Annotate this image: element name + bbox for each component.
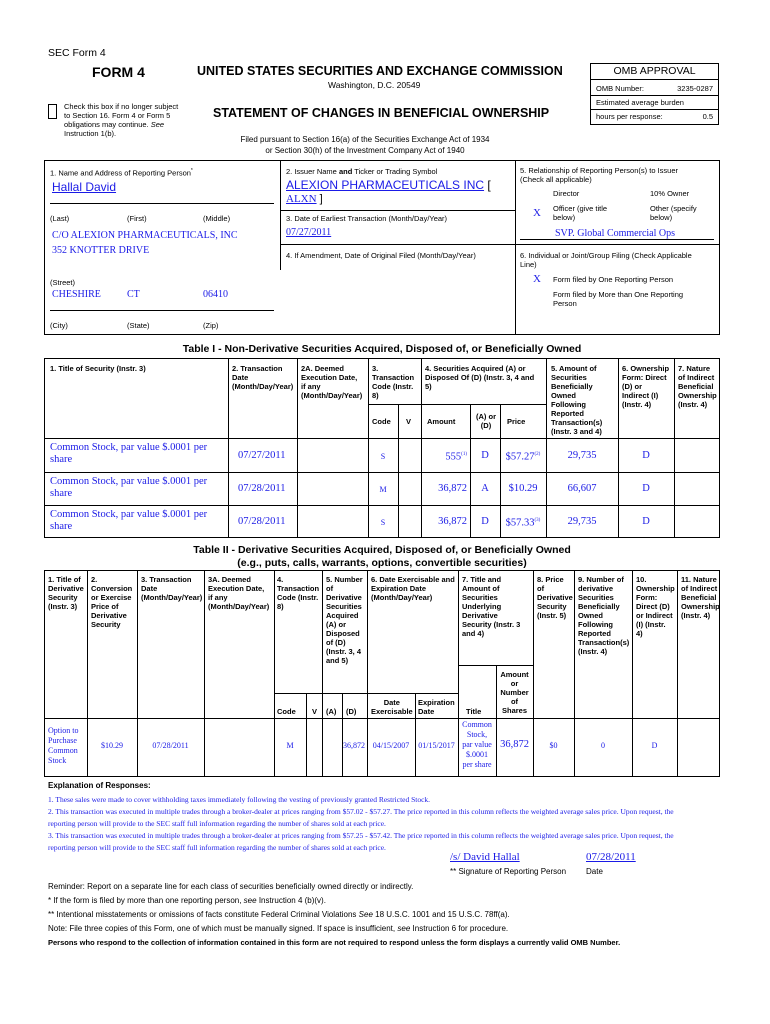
city-label: (City): [50, 321, 68, 330]
t2-r1-code: M: [286, 741, 294, 750]
t1-h-title: 1. Title of Security (Instr. 3): [50, 364, 146, 373]
t2-h-underlying: 7. Title and Amount of Securities Underlying Derivative Security (Instr. 3 and 4): [462, 575, 521, 638]
t2-sub-v: V: [312, 707, 318, 716]
earliest-transaction-label: 3. Date of Earliest Transaction (Month/Day/Year): [286, 214, 448, 223]
filing-one-mark: X: [533, 273, 541, 285]
earliest-transaction-date: 07/27/2011: [286, 227, 332, 238]
issuer-label: 2. Issuer Name and Ticker or Trading Symbol: [286, 167, 438, 176]
explanation-title: Explanation of Responses:: [48, 781, 151, 790]
ticker-symbol[interactable]: ALXN ]: [286, 193, 323, 205]
t1-r3-form: D: [642, 516, 650, 527]
t1-r2-amount: 36,872: [438, 483, 467, 494]
t2-sub-code: Code: [277, 707, 296, 716]
zip-value: 06410: [203, 289, 228, 300]
t1-r1-date: 07/27/2011: [238, 450, 286, 461]
t2-h-exercisable: 6. Date Exercisable and Expiration Date (Month/Day/Year): [371, 575, 455, 602]
t2-r1-underlying-title: Common Stock, par value $.0001 per share: [462, 720, 492, 769]
omb-approval-box: [590, 63, 719, 125]
t1-sub-price: Price: [507, 417, 526, 426]
city-value: CHESHIRE: [52, 289, 101, 300]
t1-h-date: 2. Transaction Date (Month/Day/Year): [232, 364, 294, 391]
misstatements-note: ** Intentional misstatements or omissions of facts constitute Federal Criminal Violations See 18 U.S.C. 1001 and 15 U.S.C. 78ff(a).: [48, 910, 510, 919]
t1-r2-owned: 66,607: [567, 483, 597, 494]
reporting-person-label: 1. Name and Address of Reporting Person*: [50, 168, 193, 178]
t2-h-ownership: 10. Ownership Form: Direct (D) or Indirect (I) (Instr. 4): [636, 575, 675, 638]
t2-h-nature: 11. Nature of Indirect Beneficial Ownership (Instr. 4): [681, 575, 720, 620]
t2-sub-d: (D): [346, 707, 357, 716]
t2-h-code: 4. Transaction Code (Instr. 8): [277, 575, 320, 611]
omb-hours-label: hours per response:: [596, 112, 663, 121]
reporting-person-name[interactable]: Hallal David: [52, 180, 117, 194]
t2-sub-a: (A): [326, 707, 337, 716]
table2-title: Table II - Derivative Securities Acquired, Disposed of, or Beneficially Owned (e.g., puts, calls, warrants, options, convertible securities): [193, 544, 571, 569]
t2-r1-d: 36,872: [343, 741, 365, 750]
filing-type-label: 6. Individual or Joint/Group Filing (Check Applicable Line): [520, 251, 692, 269]
t2-h-number: 5. Number of Derivative Securities Acquired (A) or Disposed of (D) (Instr. 3, 4 and 5): [326, 575, 363, 665]
omb-number-value: 3235-0287: [677, 84, 713, 93]
t1-sub-v: V: [406, 417, 412, 426]
address-line-2: 352 KNOTTER DRIVE: [52, 245, 150, 256]
t1-h-ownership: 6. Ownership Form: Direct (D) or Indirect (I) (Instr. 4): [622, 364, 670, 409]
signature-date: 07/28/2011: [586, 851, 636, 863]
t2-h-date: 3. Transaction Date (Month/Day/Year): [141, 575, 203, 602]
t2-h-deemed: 3A. Deemed Execution Date, if any (Month/Day/Year): [208, 575, 270, 611]
t1-h-nature: 7. Nature of Indirect Beneficial Ownership (Instr. 4): [678, 364, 717, 409]
t2-h-price: 8. Price of Derivative Security (Instr. 5): [537, 575, 573, 620]
statement-title: STATEMENT OF CHANGES IN BENEFICIAL OWNERSHIP: [213, 106, 550, 120]
t1-r2-form: D: [642, 483, 650, 494]
t2-r1-exercisable: 04/15/2007: [372, 741, 410, 750]
reminder-note: Reminder: Report on a separate line for each class of securities beneficially owned directly or indirectly.: [48, 882, 414, 891]
omb-number-label: OMB Number:: [596, 84, 644, 93]
t1-r3-code: S: [380, 518, 386, 527]
t1-r3-ad: D: [481, 516, 489, 527]
state-value: CT: [127, 289, 140, 300]
t1-r1-price: $57.27$^{(2)}$: [505, 451, 541, 463]
table1-title: Table I - Non-Derivative Securities Acquired, Disposed of, or Beneficially Owned: [182, 343, 582, 355]
officer-mark: X: [533, 207, 541, 219]
t2-r1-form: D: [651, 741, 658, 750]
officer-title: SVP. Global Commercial Ops: [555, 228, 675, 239]
middle-label: (Middle): [203, 214, 231, 223]
agency-city: Washington, D.C. 20549: [328, 80, 421, 90]
t1-h-deemed: 2A. Deemed Execution Date, if any (Month/Day/Year): [301, 364, 363, 400]
t2-r1-date: 07/28/2011: [152, 741, 189, 750]
first-label: (First): [127, 214, 147, 223]
checkbox-instructions: Check this box if no longer subject to Section 16. Form 4 or Form 5 obligations may continue. See Instruction 1(b).: [64, 102, 179, 138]
issuer-name[interactable]: ALEXION PHARMACEUTICALS INC [: [286, 178, 491, 192]
t1-r1-title: Common Stock, par value $.0001 per share: [50, 442, 208, 465]
t2-h-title: 1. Title of Derivative Security (Instr. 3): [48, 575, 84, 611]
filed-pursuant: Filed pursuant to Section 16(a) of the Securities Exchange Act of 1934 or Section 30(h) of the Investment Company Act of 1940: [240, 135, 490, 155]
t2-r1-title: Option to Purchase Common Stock: [48, 726, 79, 765]
filing-more-option[interactable]: Form filed by More than One Reporting Person: [553, 290, 684, 308]
amendment-label: 4. If Amendment, Date of Original Filed (Month/Day/Year): [286, 251, 476, 260]
t1-r3-date: 07/28/2011: [238, 516, 286, 527]
t2-r1-shares: 36,872: [500, 739, 529, 750]
t1-r1-code: S: [380, 452, 386, 461]
t1-h-owned: 5. Amount of Securities Beneficially Owned Following Reported Transaction(s) (Instr. 3 and 4): [551, 364, 603, 436]
t1-h-acquired: 4. Securities Acquired (A) or Disposed Of (D) (Instr. 3, 4 and 5): [425, 364, 535, 391]
agency-title: UNITED STATES SECURITIES AND EXCHANGE COMMISSION: [197, 64, 563, 78]
t2-sub-title: Title: [466, 707, 482, 716]
t1-r1-ad: D: [481, 450, 489, 461]
multiple-persons-note: * If the form is filed by more than one reporting person, see Instruction 4 (b)(v).: [48, 896, 326, 905]
t1-r1-owned: 29,735: [567, 450, 597, 461]
t1-r2-date: 07/28/2011: [238, 483, 286, 494]
omb-title: OMB APPROVAL: [591, 64, 718, 80]
t2-h-conversion: 2. Conversion or Exercise Price of Derivative Security: [91, 575, 133, 629]
filing-one-option[interactable]: Form filed by One Reporting Person: [553, 275, 674, 284]
officer-option[interactable]: Officer (give title below): [553, 204, 608, 222]
other-option[interactable]: Other (specify below): [650, 204, 697, 222]
t2-sub-expiration: Expiration Date: [418, 698, 455, 716]
t1-sub-ad: (A) or (D): [476, 412, 496, 430]
copies-note: Note: File three copies of this Form, one of which must be manually signed. If space is insufficient, see Instruction 6 for procedure.: [48, 924, 509, 933]
omb-notice: Persons who respond to the collection of information contained in this form are not required to respond unless the form displays a currently valid OMB Number.: [48, 938, 621, 947]
t1-r3-price: $57.33$^{(3)}$: [505, 517, 541, 529]
t1-sub-code: Code: [372, 417, 391, 426]
t2-r1-price: $10.29: [101, 741, 123, 750]
omb-hours-value: 0.5: [702, 112, 713, 121]
t2-h-owned: 9. Number of derivative Securities Beneficially Owned Following Reported Transaction(s) (Instr. 4): [578, 575, 630, 656]
t1-r2-ad: A: [481, 483, 489, 494]
state-label: (State): [127, 321, 150, 330]
address-line-1: C/O ALEXION PHARMACEUTICALS, INC: [52, 230, 238, 241]
explanation-body: 1. These sales were made to cover withholding taxes immediately following the vesting of previously granted Restricted Stock. 2. This transaction was executed in multiple trades through a broker-dealer at prices ranging from $57.02 - $57.27. The price reported in this column reflects the weighted average sales price. Upon request, the reporting person will provide to the SEC staff full information regarding the number of shares sold at each price. 3. This transaction was executed in multiple trades through a broker-dealer at prices ranging from $57.25 - $57.42. The price reported in this column reflects the weighted average sales price. Upon request, the reporting person will provide to the SEC staff full information regarding the number of shares sold at each price.: [48, 795, 674, 852]
t2-sub-shares: Amount or Number of Shares: [500, 670, 529, 715]
director-option[interactable]: Director: [553, 189, 580, 198]
t1-r1-amount: 555$^{(1)}$: [445, 451, 467, 463]
t1-r2-price: $10.29: [508, 483, 538, 494]
signature-label: ** Signature of Reporting Person: [450, 867, 567, 876]
t2-r1-expiration: 01/15/2017: [418, 741, 455, 750]
ten-percent-option[interactable]: 10% Owner: [650, 189, 690, 198]
t1-r3-owned: 29,735: [567, 516, 597, 527]
t1-r1-form: D: [642, 450, 650, 461]
t2-r1-deriv-price: $0: [549, 741, 558, 750]
last-label: (Last): [50, 214, 70, 223]
t2-r1-owned: 0: [601, 741, 605, 750]
t1-r3-amount: 36,872: [438, 516, 467, 527]
t1-h-code: 3. Transaction Code (Instr. 8): [372, 364, 415, 400]
sec-form-label: SEC Form 4: [48, 47, 106, 59]
t1-r2-code: M: [379, 485, 387, 494]
relationship-label: 5. Relationship of Reporting Person(s) to Issuer (Check all applicable): [520, 166, 678, 184]
form-number: FORM 4: [92, 64, 145, 80]
date-label: Date: [586, 867, 603, 876]
signature-name: /s/ David Hallal: [450, 851, 520, 863]
t1-r2-title: Common Stock, par value $.0001 per share: [50, 476, 208, 499]
t1-sub-amount: Amount: [427, 417, 456, 426]
t1-r3-title: Common Stock, par value $.0001 per share: [50, 509, 208, 532]
omb-burden-label: Estimated average burden: [596, 98, 684, 107]
zip-label: (Zip): [203, 321, 219, 330]
no-longer-subject-checkbox[interactable]: [48, 104, 57, 119]
t2-sub-exercisable: Date Exercisable: [371, 698, 413, 716]
street-label: (Street): [50, 278, 76, 287]
